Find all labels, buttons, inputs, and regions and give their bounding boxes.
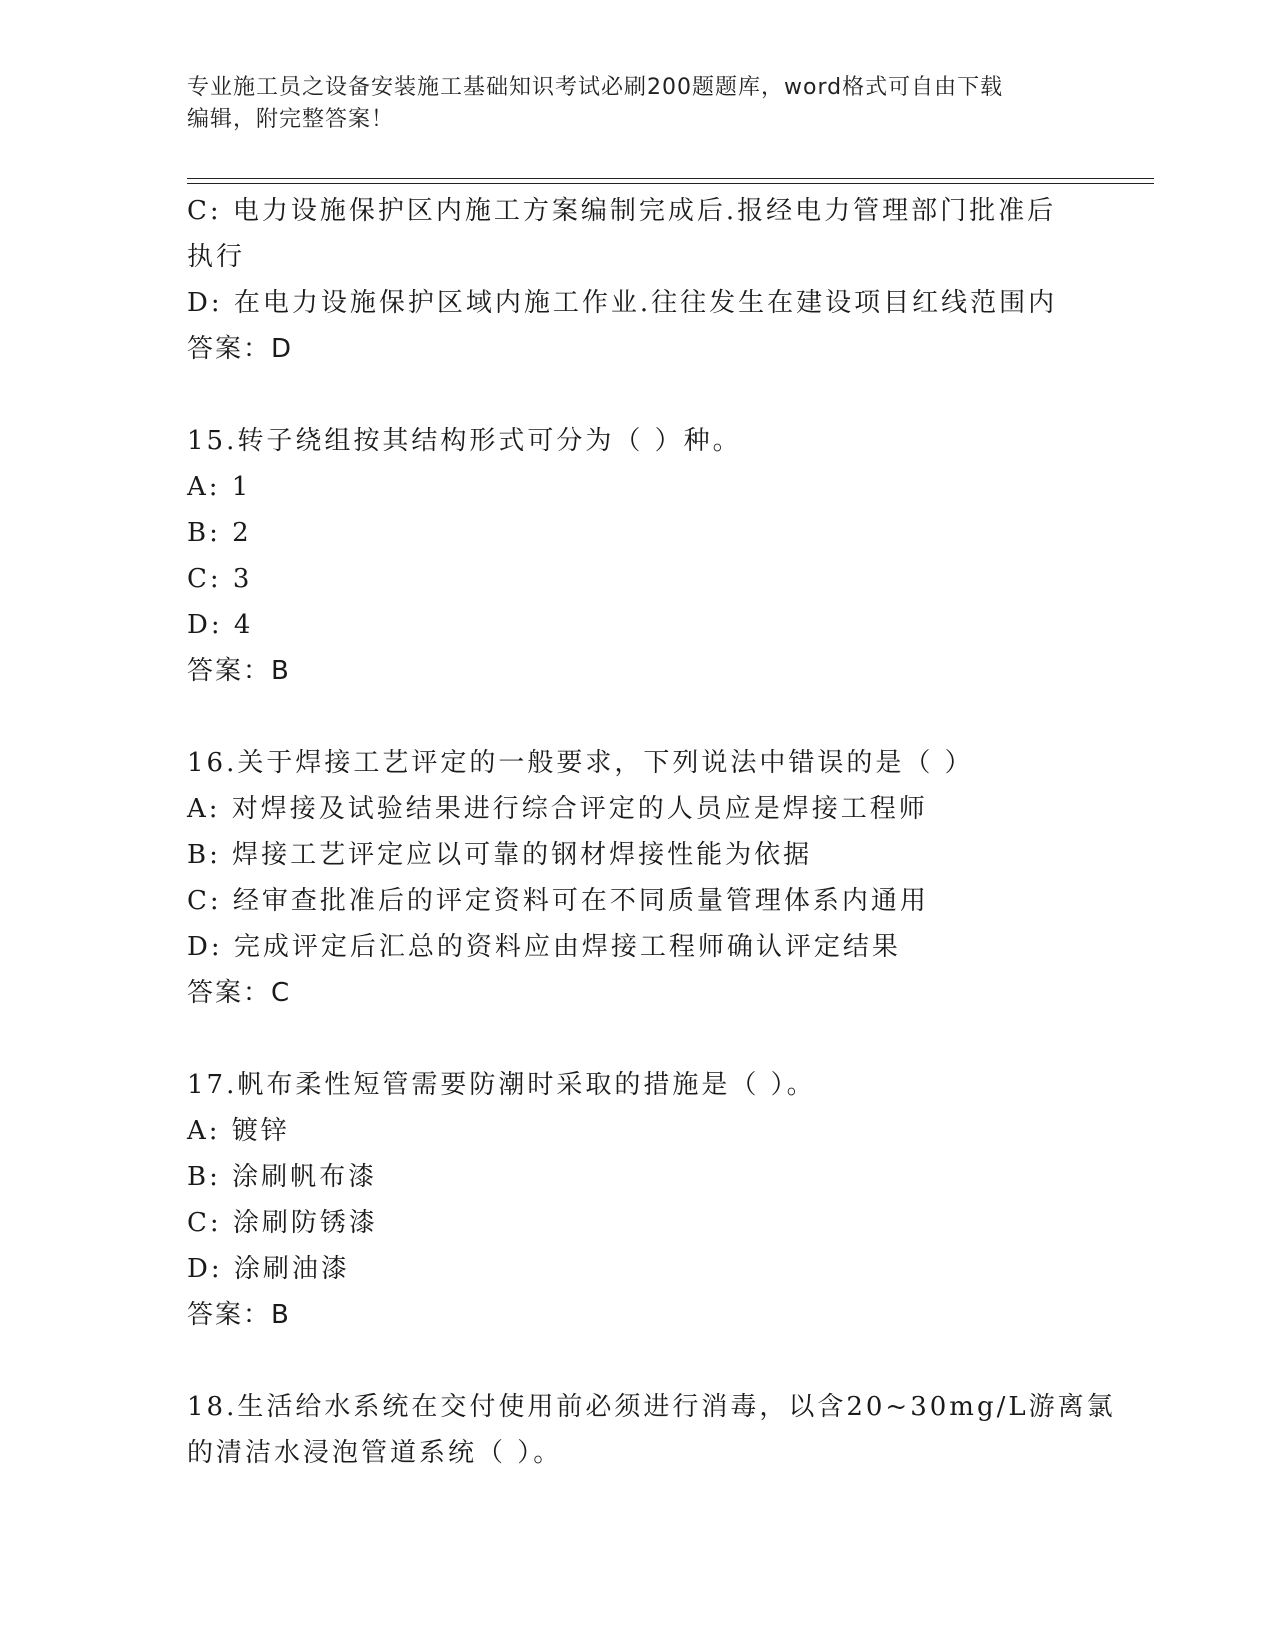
option-a: A: 镀锌 [187, 1116, 290, 1146]
spacer [187, 1338, 1087, 1384]
answer-line: 答案：D [187, 334, 294, 364]
option-a: A: 1 [187, 472, 252, 502]
header-line-1: 专业施工员之设备安装施工基础知识考试必刷200题题库，word格式可自由下载 [187, 75, 1004, 100]
header-rule-top [187, 178, 1154, 179]
document-header [187, 72, 1087, 136]
option-c-line-1: C: 电力设施保护区内施工方案编制完成后.报经电力管理部门批准后 [187, 196, 1057, 226]
question-14-continuation [187, 188, 1087, 372]
option-c: C: 经审查批准后的评定资料可在不同质量管理体系内通用 [187, 886, 929, 916]
option-b: B: 涂刷帆布漆 [187, 1162, 378, 1192]
option-d: D: 在电力设施保护区域内施工作业.往往发生在建设项目红线范围内 [187, 288, 1058, 318]
question-stem: 17.帆布柔性短管需要防潮时采取的措施是（ ）。 [187, 1070, 816, 1100]
question-stem-line-1: 18.生活给水系统在交付使用前必须进行消毒，以含20~30mg/L游离氯 [187, 1392, 1116, 1422]
document-body [187, 188, 1116, 1476]
option-c: C: 涂刷防锈漆 [187, 1208, 378, 1238]
question-15 [187, 418, 1087, 694]
option-d: D: 完成评定后汇总的资料应由焊接工程师确认评定结果 [187, 932, 901, 962]
option-d: D: 涂刷油漆 [187, 1254, 350, 1284]
question-stem-line-2: 的清洁水浸泡管道系统（ ）。 [187, 1438, 563, 1468]
question-stem: 15.转子绕组按其结构形式可分为（ ）种。 [187, 426, 742, 456]
header-line-2: 编辑，附完整答案！ [187, 107, 395, 132]
question-17 [187, 1062, 1087, 1338]
question-18 [187, 1384, 1116, 1476]
spacer [187, 694, 1087, 740]
option-b: B: 2 [187, 518, 252, 548]
question-stem: 16.关于焊接工艺评定的一般要求，下列说法中错误的是（ ） [187, 748, 974, 778]
answer-line: 答案：C [187, 978, 292, 1008]
option-b: B: 焊接工艺评定应以可靠的钢材焊接性能为依据 [187, 840, 813, 870]
option-c: C: 3 [187, 564, 253, 594]
question-16 [187, 740, 1087, 1016]
option-d: D: 4 [187, 610, 254, 640]
option-c-line-2: 执行 [187, 242, 246, 272]
spacer [187, 1016, 1087, 1062]
option-a: A: 对焊接及试验结果进行综合评定的人员应是焊接工程师 [187, 794, 928, 824]
answer-line: 答案：B [187, 1300, 291, 1330]
header-rule-bottom [187, 183, 1154, 184]
answer-line: 答案：B [187, 656, 291, 686]
spacer [187, 372, 1087, 418]
